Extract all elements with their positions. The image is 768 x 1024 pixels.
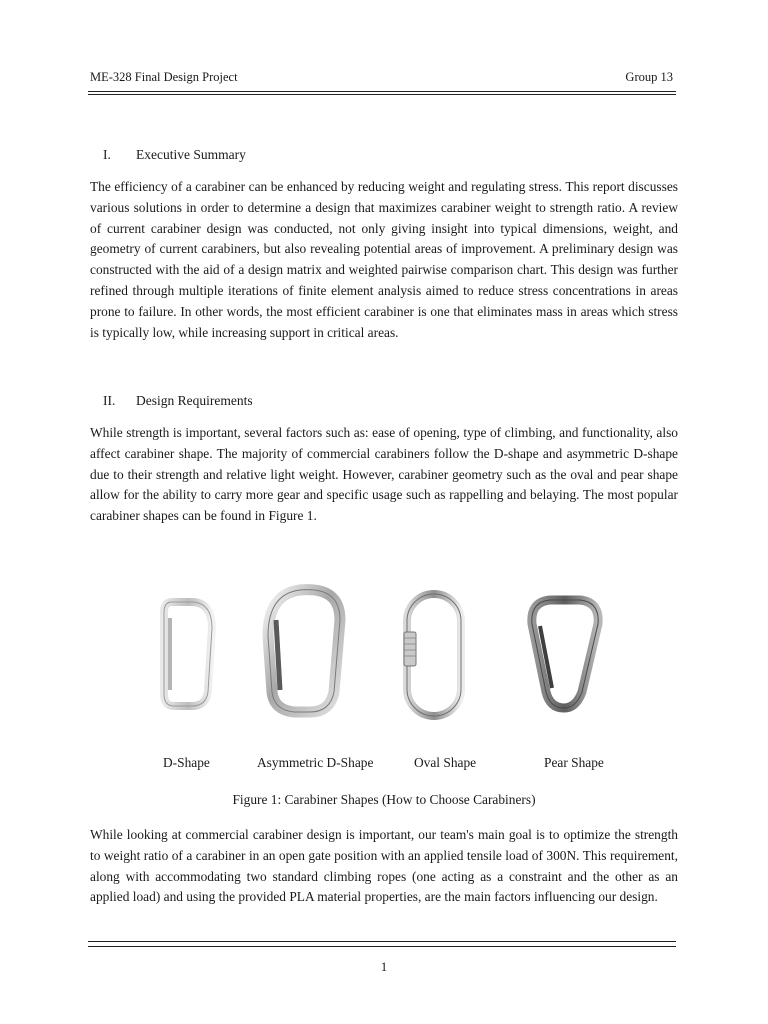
d-shape-carabiner-image: [152, 588, 222, 718]
header-rule-second: [88, 94, 676, 95]
section-heading-executive-summary: [103, 147, 246, 163]
section-heading-design-requirements: [103, 393, 253, 409]
section-title: Design Requirements: [136, 393, 253, 408]
page-number: 1: [380, 959, 388, 974]
oval-shape-carabiner-image: [395, 588, 475, 723]
executive-summary-paragraph: The efficiency of a carabiner can be enhanced by reducing weight and regulating stress. This report discusses various solutions in order to determine a design that maximizes carabiner weight to strength ratio. A review of current carabiner design was conducted, not only giving insight into typical dimensions, weight, and geometry of current carabiners, but also revealing potential areas of improvement. A preliminary design was constructed with the aid of a design matrix and weighted pairwise comparison chart. This design was further refined through multiple iterations of finite element analysis aimed to reduce stress concentrations in areas prone to failure. In other words, the most efficient carabiner is one that eliminates mass in areas which stress is typically low, while increasing support in critical areas.: [90, 179, 678, 340]
label-pear-shape: Pear Shape: [544, 755, 604, 770]
pear-shape-carabiner-image: [520, 588, 610, 718]
label-d-shape: D-Shape: [163, 755, 210, 770]
figure-caption: Figure 1: Carabiner Shapes (How to Choose Carabiners): [232, 792, 536, 807]
header-group: Group 13: [625, 70, 673, 84]
footer-rule-second: [88, 946, 676, 947]
footer-rule: [88, 941, 676, 942]
header-rule: [88, 91, 676, 92]
header-course-title: ME-328 Final Design Project: [90, 70, 238, 84]
section-title: Executive Summary: [136, 147, 246, 162]
label-oval-shape: Oval Shape: [414, 755, 477, 770]
asymmetric-d-shape-carabiner-image: [260, 580, 350, 725]
section-number: I.: [103, 147, 111, 162]
figure-carabiners: [140, 588, 640, 728]
section-number: II.: [103, 393, 116, 408]
label-asymmetric-d-shape: Asymmetric D-Shape: [257, 755, 374, 770]
closing-paragraph: While looking at commercial carabiner design is important, our team's main goal is to optimize the strength to weight ratio of a carabiner in an open gate position with an applied tensile load of 300N. This requirement, along with accommodating two standard climbing ropes (one acting as a constraint and the other as an applied load) and using the provided PLA material properties, are the main factors influencing our design.: [90, 827, 678, 905]
design-requirements-paragraph: While strength is important, several factors such as: ease of opening, type of climbing, and functionality, also affect carabiner shape. The majority of commercial carabiners follow the D-shape and asymmetric D-shape due to their strength and relative light weight. However, carabiner geometry such as the oval and pear shape allow for the ability to carry more gear and specific usage such as rappelling and belaying. The most popular carabiner shapes can be found in Figure 1.: [90, 425, 678, 524]
